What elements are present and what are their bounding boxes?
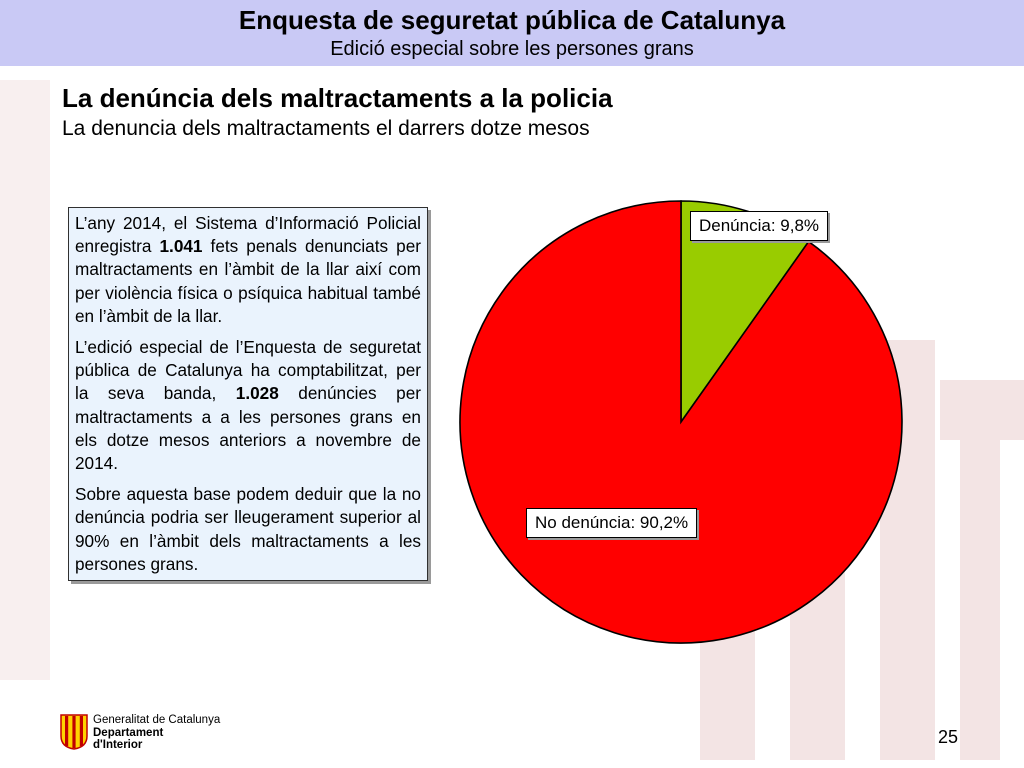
- pie-slice-no-den-ncia: [460, 201, 902, 643]
- slide-header: [0, 0, 1024, 66]
- p2-text-post: denúncies per maltractaments a a les persones grans en els dotze mesos anteriors a novembre de 2014.: [75, 383, 421, 474]
- slice-label-denuncia: Denúncia: 9,8%: [690, 211, 828, 241]
- header-title: Enquesta de seguretat pública de Catalunya: [238, 5, 786, 35]
- section-subtitle: La denuncia dels maltractaments el darrers dotze mesos: [62, 117, 590, 140]
- section-title: La denúncia dels maltractaments a la policia: [62, 83, 613, 113]
- header-subtitle: Edició especial sobre les persones grans: [330, 38, 694, 60]
- department-line-2: d'Interior: [93, 739, 143, 751]
- p2-bold-number: 1.028: [235, 383, 279, 404]
- info-textbox: [68, 207, 428, 581]
- paragraph-2: [75, 336, 421, 475]
- catalan-emblem-icon: [60, 714, 88, 750]
- paragraph-1: [75, 212, 421, 328]
- department-line-1: Departament: [93, 727, 164, 739]
- p1-text-post: fets penals denunciats per maltractaments en l’àmbit de la llar així com per violència física o psíquica habitual també en l’àmbit de la llar.: [75, 236, 421, 326]
- p1-text-pre: L’any 2014, el Sistema d’Informació Policial enregistra: [75, 213, 421, 257]
- paragraph-3: Sobre aquesta base podem deduir que la no denúncia podria ser lleugerament superior al 90% en l’àmbit dels maltractaments a les persones grans.: [75, 484, 421, 574]
- department-name: [93, 727, 163, 751]
- page-number: 25: [938, 727, 959, 747]
- p1-bold-number: 1.041: [159, 236, 203, 257]
- slice-label-no-denuncia: No denúncia: 90,2%: [526, 508, 697, 538]
- org-name: Generalitat de Catalunya: [93, 714, 221, 726]
- p2-text-pre: L’edició especial de l’Enquesta de seguretat pública de Catalunya ha comptabilitzat, per la seva banda,: [75, 337, 421, 404]
